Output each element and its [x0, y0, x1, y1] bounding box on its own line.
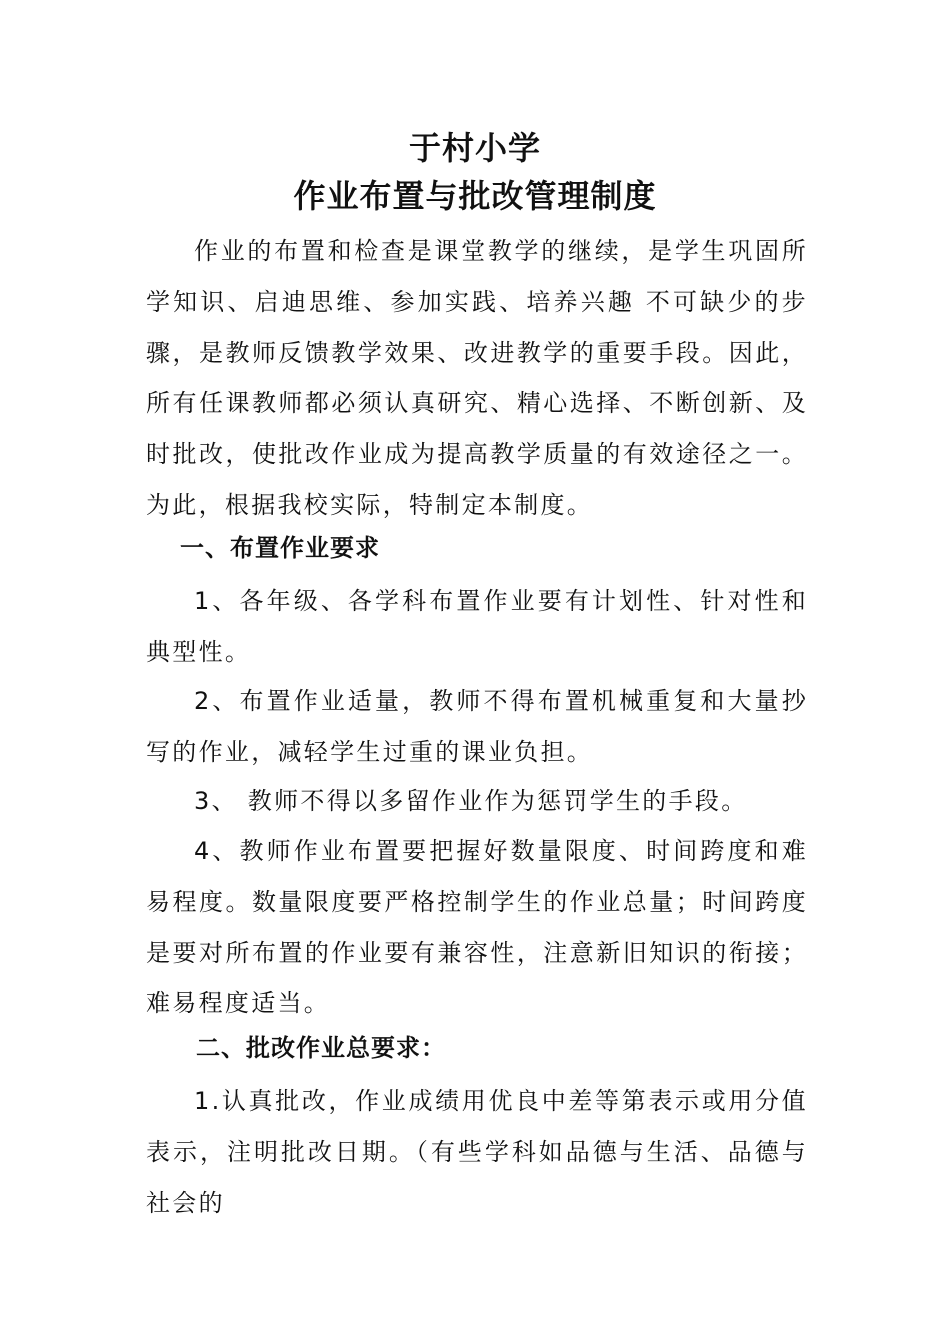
- section-1-heading: 一、布置作业要求: [180, 534, 380, 562]
- intro-paragraph: 作业的布置和检查是课堂教学的继续，是学生巩固所学知识、启迪思维、参加实践、培养兴趣 不可缺少的步骤，是教师反馈教学效果、改进教学的重要手段。因此，所有任课教师都必须认真研究、精心选择、不断创新、及时批改，使批改作业成为提高教学质量的有效途径之一。为此，根据我校实际，特制定本制度。: [146, 237, 808, 519]
- section-1-item-2: 2、布置作业适量，教师不得布置机械重复和大量抄写的作业，减轻学生过重的课业负担。: [146, 687, 808, 766]
- document-title-school: 于村小学: [408, 129, 541, 167]
- section-2-heading: 二、批改作业总要求：: [196, 1034, 446, 1062]
- section-1-item-4: 4、教师作业布置要把握好数量限度、时间跨度和难易程度。数量限度要严格控制学生的作业总量；时间跨度是要对所布置的作业要有兼容性，注意新旧知识的衔接；难易程度适当。: [146, 837, 808, 1018]
- section-1-item-1: 1、各年级、各学科布置作业要有计划性、针对性和典型性。: [146, 587, 808, 666]
- document-title-main: 作业布置与批改管理制度: [293, 177, 657, 215]
- section-2-item-1: 1.认真批改，作业成绩用优良中差等第表示或用分值表示，注明批改日期。（有些学科如品德与生活、品德与社会的: [146, 1087, 808, 1217]
- section-1-item-3: 3、 教师不得以多留作业作为惩罚学生的手段。: [194, 787, 748, 815]
